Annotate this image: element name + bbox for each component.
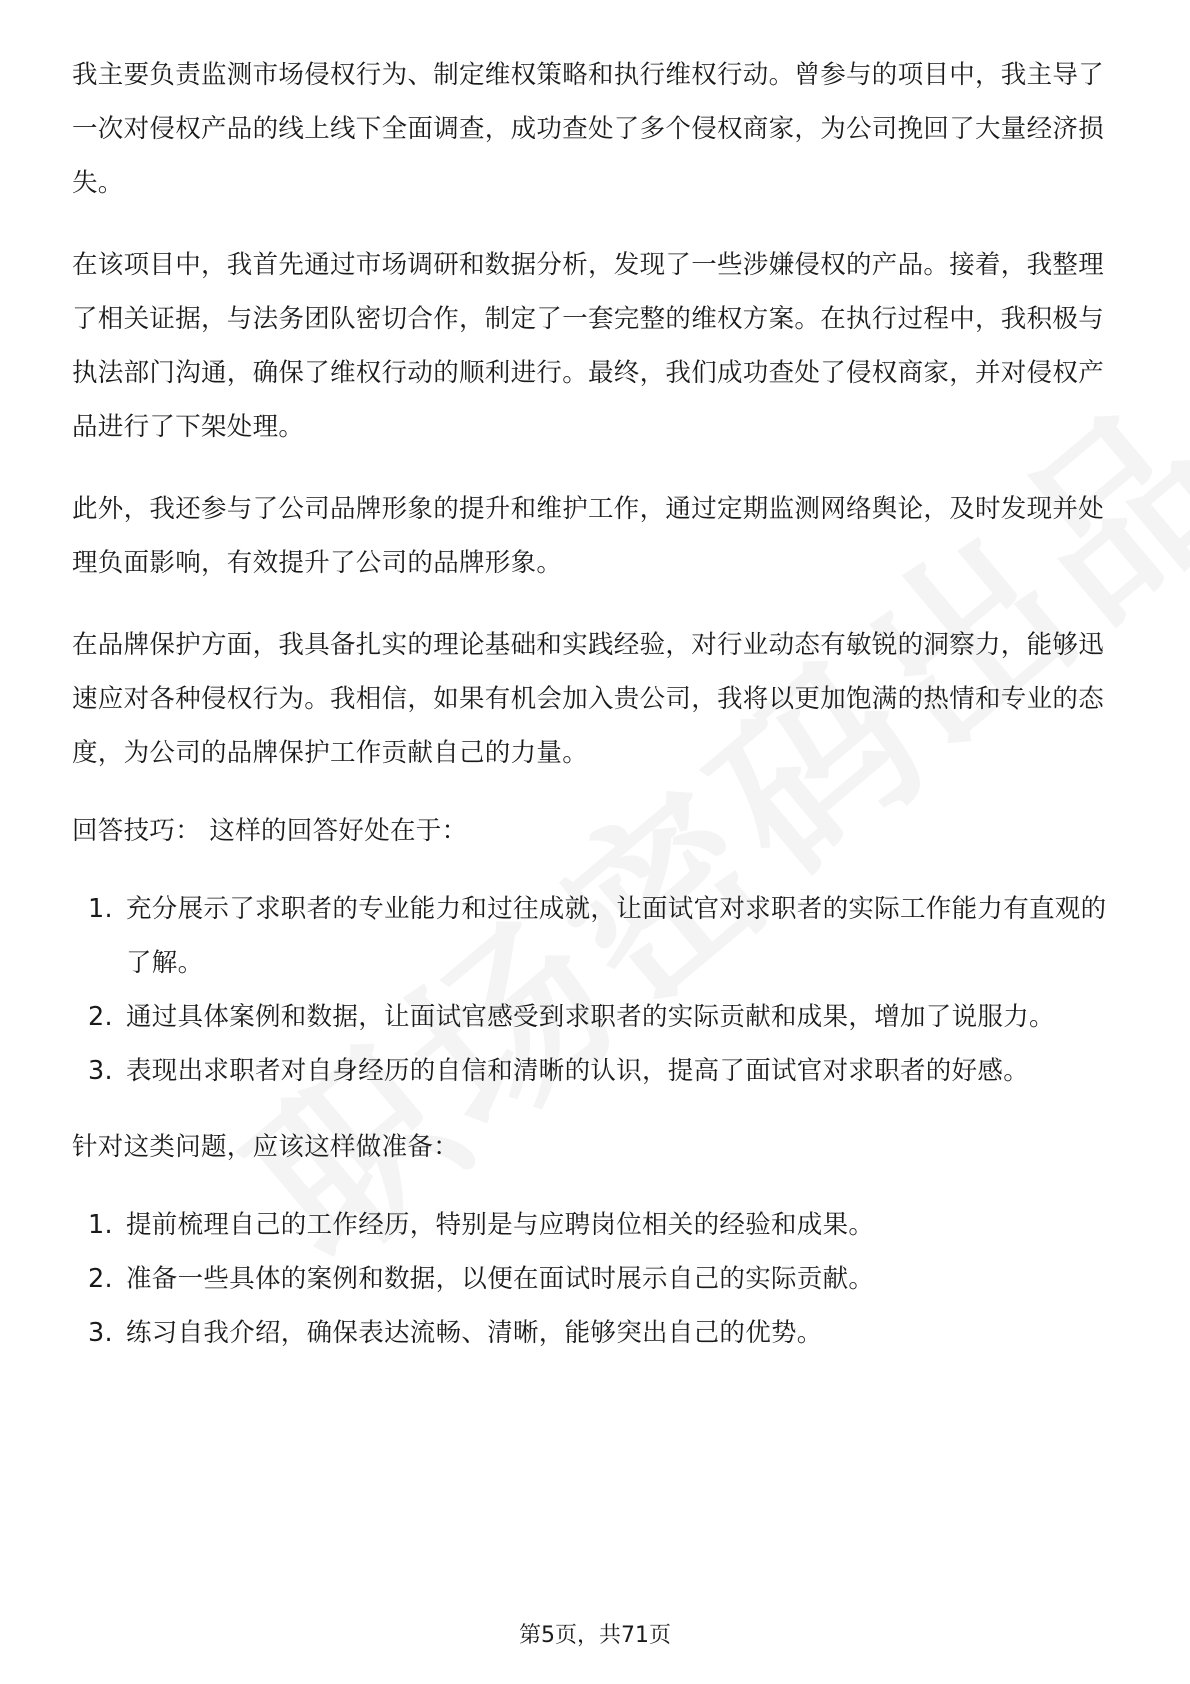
list-item-number: 1. [88, 894, 113, 924]
paragraph-project-details: 在该项目中，我首先通过市场调研和数据分析，发现了一些涉嫌侵权的产品。接着，我整理了相关证据，与法务团队密切合作，制定了一套完整的维权方案。在执行过程中，我积极与执法部门沟通，确保了维权行动的顺利进行。最终，我们成功查处了侵权商家，并对侵权产品进行了下架处理。 [72, 250, 1105, 442]
list-item-text: 表现出求职者对自身经历的自信和清晰的认识，提高了面试官对求职者的好感。 [126, 1056, 1030, 1086]
prep-list [72, 1198, 1122, 1360]
tips-heading: 回答技巧： 这样的回答好处在于： [72, 816, 468, 846]
page-footer: 第5页，共71页 [519, 1623, 671, 1648]
list-item-number: 3. [88, 1056, 113, 1086]
list-item [72, 1198, 1122, 1252]
list-item-number: 3. [88, 1318, 113, 1348]
paragraph-brand-image: 此外，我还参与了公司品牌形象的提升和维护工作，通过定期监测网络舆论，及时发现并处理负面影响，有效提升了公司的品牌形象。 [72, 494, 1105, 578]
list-item-text: 练习自我介绍，确保表达流畅、清晰，能够突出自己的优势。 [126, 1318, 823, 1348]
list-item [72, 1044, 1122, 1098]
tips-list [72, 882, 1122, 1098]
list-item [72, 990, 1122, 1044]
list-item-text: 提前梳理自己的工作经历，特别是与应聘岗位相关的经验和成果。 [126, 1210, 875, 1240]
list-item-number: 2. [88, 1264, 113, 1294]
paragraph-responsibilities: 我主要负责监测市场侵权行为、制定维权策略和执行维权行动。曾参与的项目中，我主导了一次对侵权产品的线上线下全面调查，成功查处了多个侵权商家，为公司挽回了大量经济损失。 [72, 60, 1105, 198]
list-item-number: 1. [88, 1210, 113, 1240]
list-item [72, 882, 1122, 990]
list-item-number: 2. [88, 1002, 113, 1032]
document-body [72, 48, 1122, 1382]
list-item-text: 准备一些具体的案例和数据，以便在面试时展示自己的实际贡献。 [126, 1264, 875, 1294]
paragraph-brand-protection: 在品牌保护方面，我具备扎实的理论基础和实践经验，对行业动态有敏锐的洞察力，能够迅速应对各种侵权行为。我相信，如果有机会加入贵公司，我将以更加饱满的热情和专业的态度，为公司的品牌保护工作贡献自己的力量。 [72, 630, 1105, 768]
prep-heading: 针对这类问题，应该这样做准备： [72, 1132, 460, 1162]
list-item-text: 充分展示了求职者的专业能力和过往成就，让面试官对求职者的实际工作能力有直观的了解。 [126, 894, 1107, 978]
list-item [72, 1306, 1122, 1360]
list-item [72, 1252, 1122, 1306]
list-item-text: 通过具体案例和数据，让面试官感受到求职者的实际贡献和成果，增加了说服力。 [126, 1002, 1055, 1032]
